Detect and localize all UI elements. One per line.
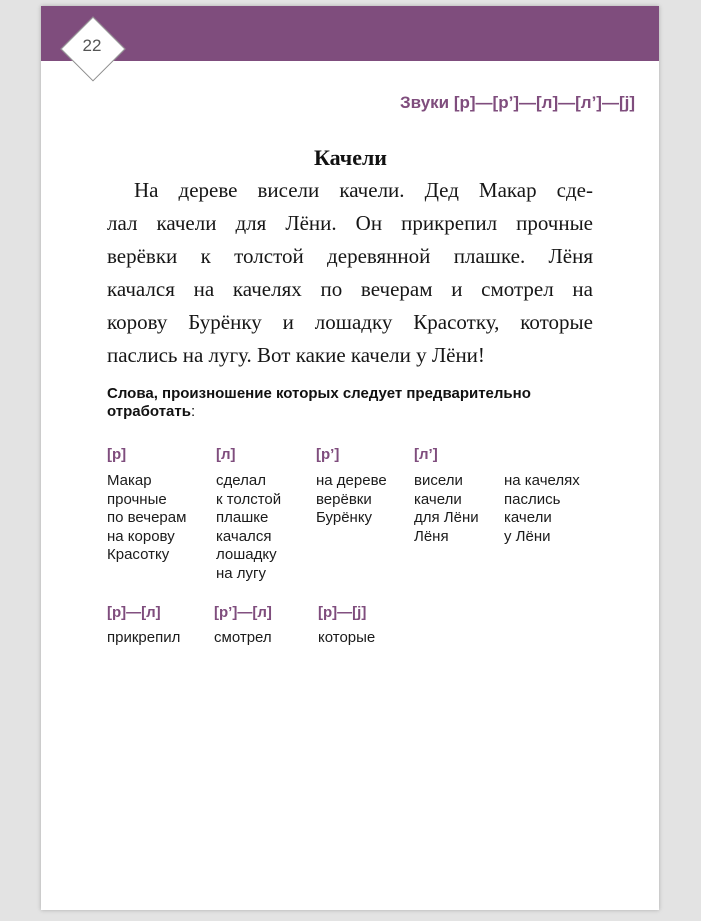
word-item: прочные: [107, 490, 167, 508]
sound-label: [р]—[л]: [107, 604, 161, 621]
story-line: качался на качелях по вечерам и смотрел на: [107, 277, 593, 301]
word-list-l-soft-extra: [504, 472, 580, 546]
word-item: лошадку: [216, 546, 277, 564]
story-line: На дереве висели качели. Дед Макар сде-: [134, 178, 593, 202]
word-item: прикрепил: [107, 629, 181, 646]
story-text: [107, 174, 593, 372]
sounds-header: Звуки [р]—[р’]—[л]—[л’]—[j]: [400, 93, 635, 112]
word-item: плашке: [216, 509, 269, 527]
word-item: к толстой: [216, 490, 282, 508]
sound-label: [р]: [107, 446, 127, 463]
sound-label: [л’]: [414, 446, 438, 463]
story-line: корову Бурёнку и лошадку Красотку, которые: [107, 310, 593, 334]
word-item: на корову: [107, 527, 175, 545]
word-item: качался: [216, 527, 272, 545]
sound-label: [л]: [216, 446, 236, 463]
sound-label: [р’]—[л]: [214, 604, 272, 621]
story-title: Качели: [314, 145, 387, 170]
word-item: Лёня: [414, 527, 449, 545]
practice-note: [107, 385, 602, 421]
practice-note-text: Слова, произношение которых следует предварительно отработать: [107, 385, 531, 420]
sound-label: [р]—[j]: [318, 604, 367, 621]
word-list-r-l: [107, 629, 180, 648]
story-line: лал качели для Лёни. Он прикрепил прочные: [107, 211, 593, 235]
word-item: качели: [414, 490, 462, 508]
word-list-r-soft-l: [214, 629, 272, 648]
word-item: Бурёнку: [316, 509, 373, 527]
word-list-l-soft: [414, 472, 479, 546]
word-item: Красотку: [107, 546, 170, 564]
word-item: для Лёни: [414, 509, 479, 527]
word-item: на лугу: [216, 564, 267, 582]
page-number: 22: [82, 36, 102, 55]
word-item: паслись: [504, 490, 561, 508]
word-item: на качелях: [504, 472, 580, 489]
story-line: верёвки к толстой деревянной плашке. Лёня: [107, 244, 593, 268]
word-item: качели: [504, 509, 552, 527]
book-page: [41, 6, 659, 910]
word-list-r: [107, 472, 186, 565]
word-list-r-soft: [316, 472, 387, 528]
story-line: паслись на лугу. Вот какие качели у Лёни!: [107, 343, 485, 367]
word-item: которые: [318, 629, 376, 646]
word-item: на дереве: [316, 472, 387, 489]
word-item: висели: [414, 472, 463, 489]
word-list-r-j: [318, 629, 375, 648]
header-band: [41, 6, 659, 61]
word-item: сделал: [216, 472, 266, 489]
word-list-l: [216, 472, 281, 584]
word-item: по вечерам: [107, 509, 187, 527]
word-item: Макар: [107, 472, 152, 489]
word-item: верёвки: [316, 490, 372, 508]
word-item: у Лёни: [504, 527, 551, 545]
word-item: смотрел: [214, 629, 272, 646]
sound-label: [р’]: [316, 446, 340, 463]
practice-note-colon: :: [190, 403, 196, 420]
